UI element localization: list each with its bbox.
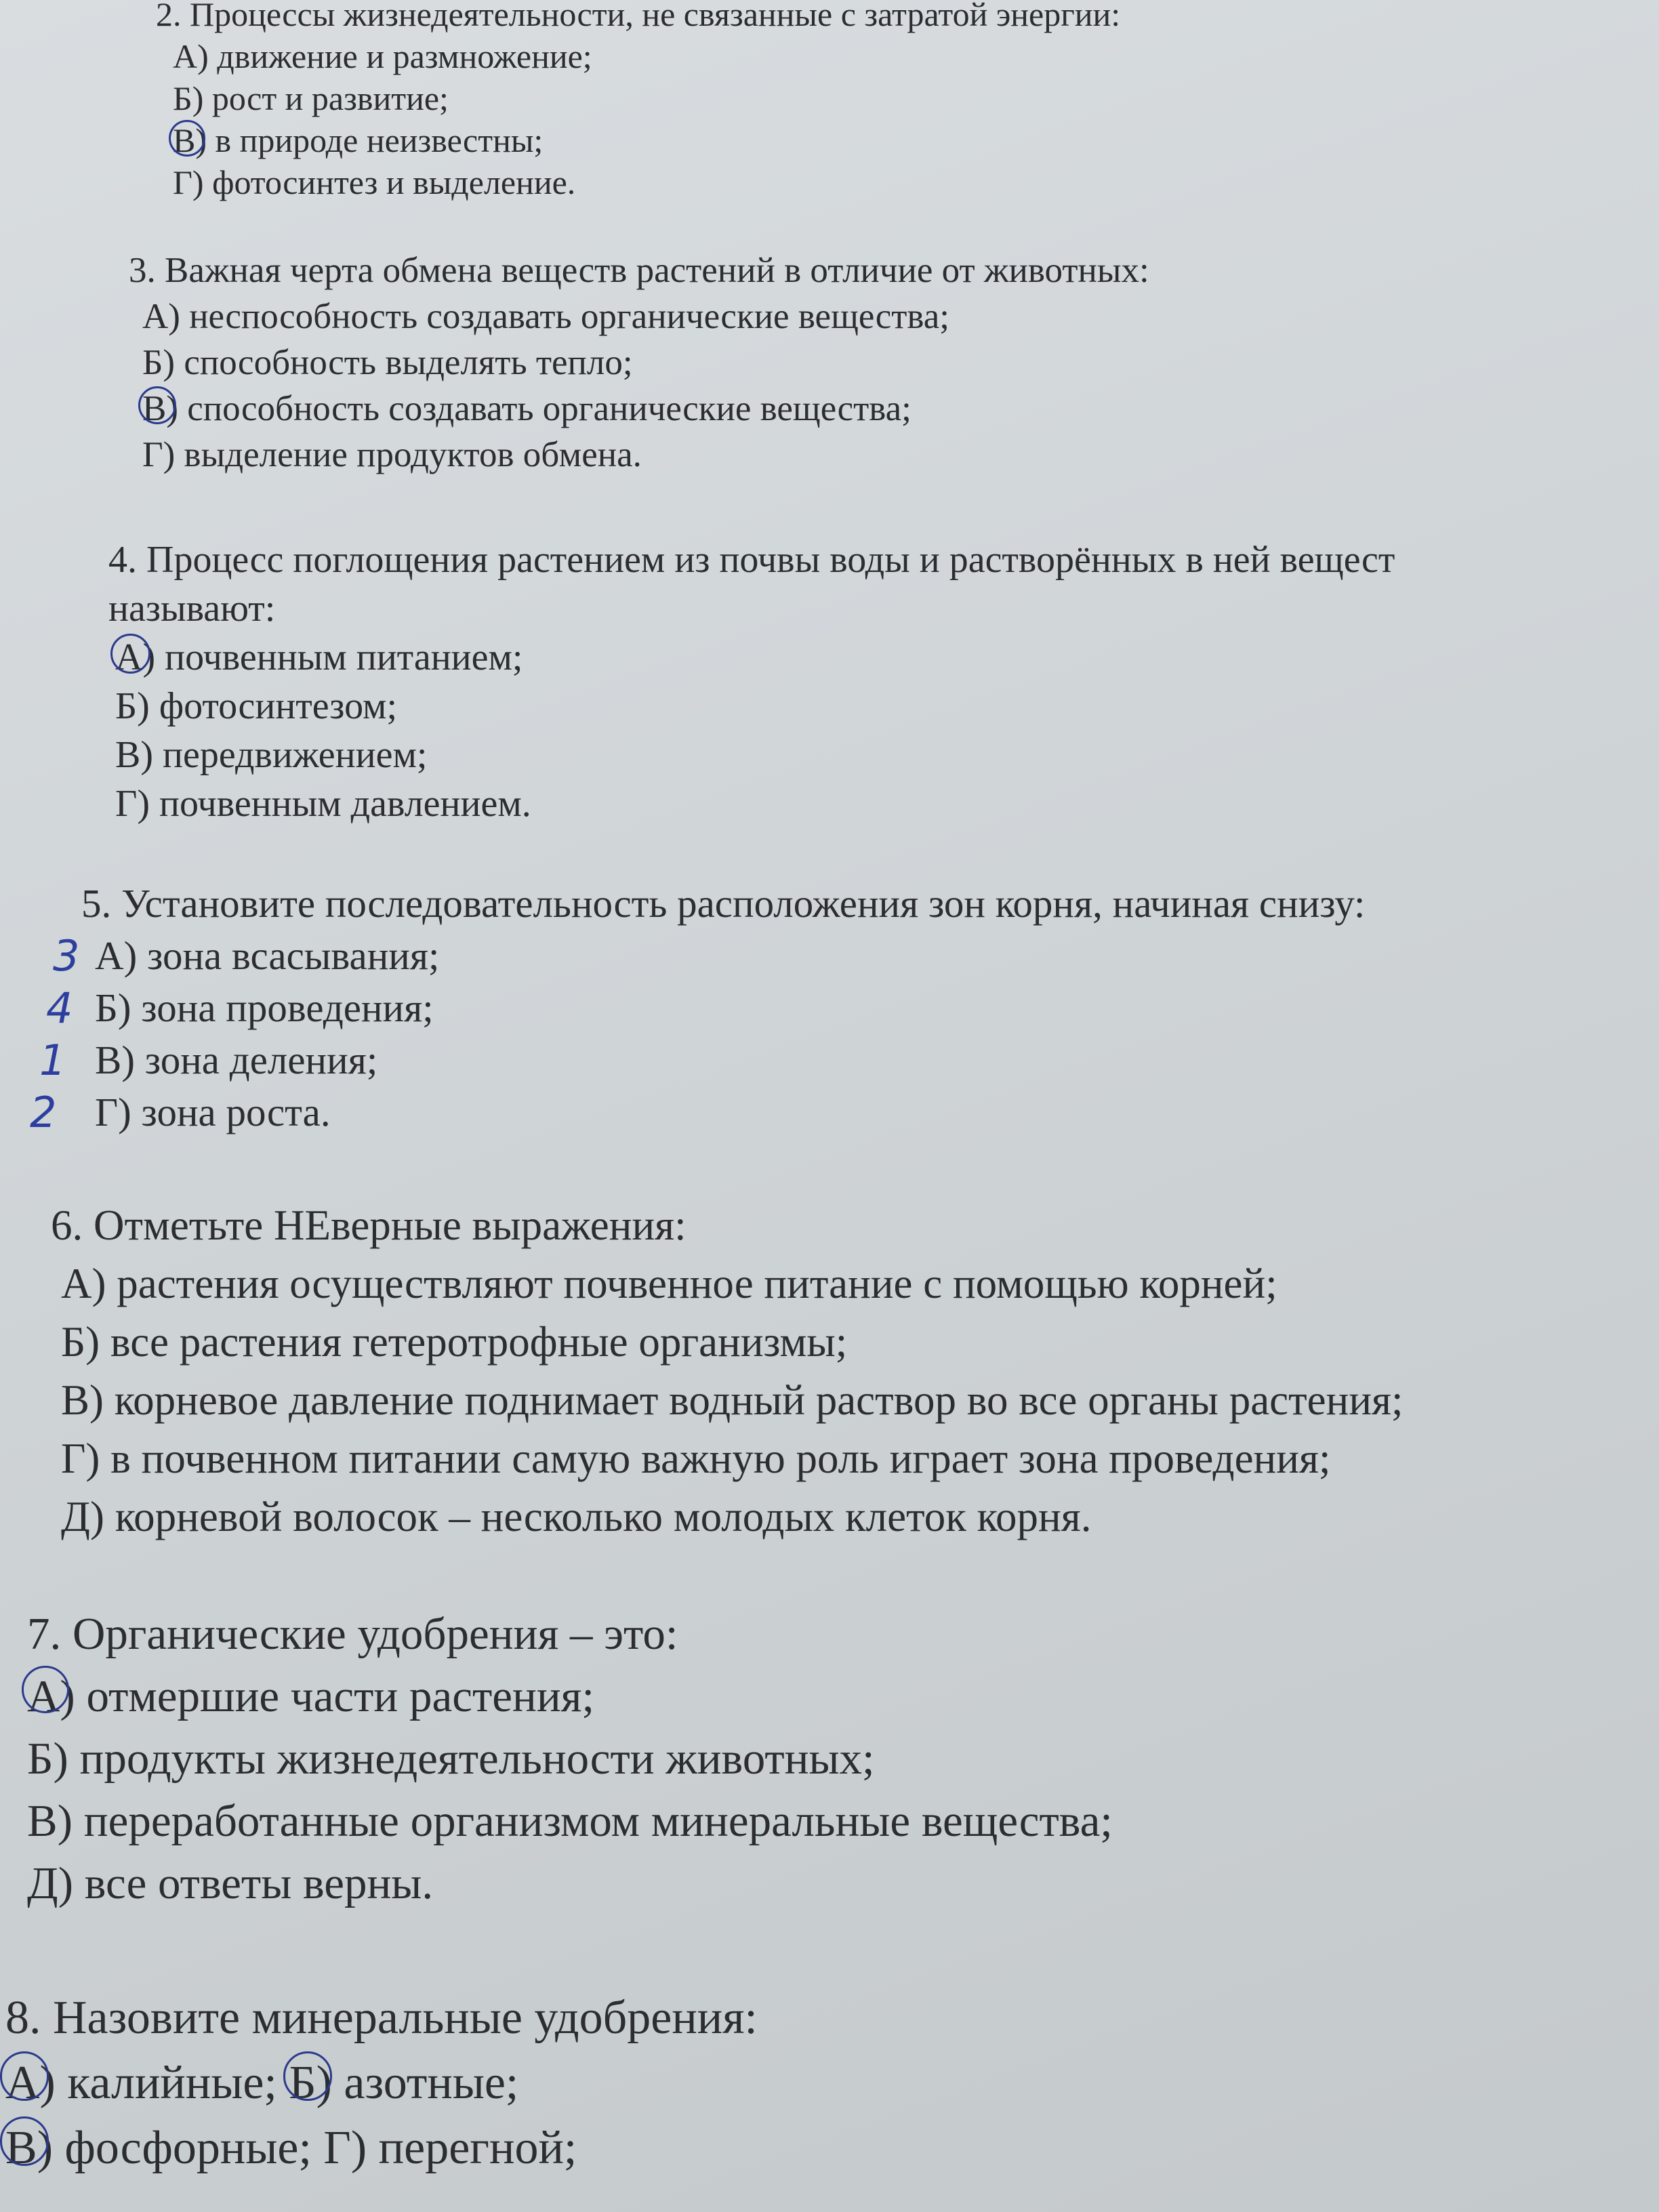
circled-option-letter: В) xyxy=(142,386,178,432)
option-v xyxy=(156,119,1120,161)
handwritten-number: 1 xyxy=(39,1036,66,1085)
option-text: корневое давление поднимает водный раствор во все органы растения; xyxy=(104,1376,1404,1424)
option-text: продукты жизнедеятельности животных; xyxy=(68,1734,875,1784)
option-letter: А) xyxy=(142,297,180,336)
option-letter: А) xyxy=(173,37,209,75)
option-g xyxy=(108,779,1395,828)
option-text: фосфорные; xyxy=(53,2122,324,2174)
question-2-title: 2. Процессы жизнедеятельности, не связанные с затратой энергии: xyxy=(156,0,1121,33)
option-b xyxy=(27,1727,1113,1790)
option-b xyxy=(51,1313,1404,1371)
option-text: переработанные организмом минеральные вещества; xyxy=(73,1796,1113,1846)
question-5 xyxy=(30,878,1366,1139)
question-4-title: 4. Процесс поглощения растением из почвы воды и растворённых в ней вещест xyxy=(108,539,1395,581)
option-letter: Б) xyxy=(61,1318,100,1366)
option-text: все растения гетеротрофные организмы; xyxy=(100,1318,848,1366)
option-letter: Б) xyxy=(115,685,150,727)
option-a xyxy=(156,35,1120,77)
question-8 xyxy=(5,1986,758,2181)
option-b xyxy=(46,982,1365,1034)
option-text: калийные; xyxy=(55,2057,289,2109)
question-4 xyxy=(108,535,1395,828)
question-6 xyxy=(51,1196,1404,1546)
option-v xyxy=(129,386,1149,432)
option-text: азотные; xyxy=(331,2057,519,2109)
circled-option-letter: А) xyxy=(5,2051,56,2116)
option-letter: Г) xyxy=(323,2122,367,2174)
option-v xyxy=(39,1034,1365,1086)
option-text: почвенным давлением. xyxy=(150,783,531,825)
question-2 xyxy=(156,0,1120,203)
option-b xyxy=(156,77,1120,119)
option-text: способность выделять тепло; xyxy=(175,343,633,382)
option-text: выделение продуктов обмена. xyxy=(175,435,642,474)
option-b xyxy=(108,682,1395,731)
option-letter: Б) xyxy=(173,79,204,117)
option-letter: Б) xyxy=(95,985,131,1030)
option-letter: Г) xyxy=(115,783,150,825)
option-letter: Г) xyxy=(95,1090,131,1134)
option-b xyxy=(129,340,1149,386)
circled-option-letter: Б) xyxy=(289,2051,332,2116)
question-7-title: 7. Органические удобрения – это: xyxy=(27,1609,678,1659)
option-text: в природе неизвестны; xyxy=(207,121,544,159)
option-a xyxy=(129,293,1149,340)
option-text: корневой волосок – несколько молодых клеток корня. xyxy=(104,1493,1092,1540)
option-letter: А) xyxy=(95,933,138,978)
question-3-title: 3. Важная черта обмена веществ растений в отличие от животных: xyxy=(129,251,1149,290)
option-text: почвенным питанием; xyxy=(155,636,523,678)
option-letter: Б) xyxy=(27,1734,68,1784)
option-a xyxy=(27,1665,1113,1727)
option-letter: В) xyxy=(95,1038,135,1082)
option-letter: Г) xyxy=(142,435,176,474)
option-letter: Г) xyxy=(61,1435,100,1482)
option-d xyxy=(51,1488,1404,1546)
option-letter: В) xyxy=(61,1376,104,1424)
option-v xyxy=(51,1371,1404,1429)
option-letter: В) xyxy=(115,734,153,776)
option-text: передвижением; xyxy=(153,734,428,776)
option-text: растения осуществляют почвенное питание с помощью корней; xyxy=(106,1260,1277,1307)
option-g xyxy=(129,432,1149,478)
circled-option-letter: В) xyxy=(5,2116,53,2181)
option-text: неспособность создавать органические вещества; xyxy=(180,297,949,336)
option-v xyxy=(27,1790,1113,1852)
option-text: зона проведения; xyxy=(131,985,434,1030)
option-text: зона роста. xyxy=(131,1090,331,1134)
option-a xyxy=(51,1254,1404,1313)
option-letter: Г) xyxy=(173,163,204,201)
option-g xyxy=(51,1429,1404,1488)
question-3 xyxy=(129,247,1149,478)
option-line-1 xyxy=(5,2051,758,2116)
handwritten-number: 4 xyxy=(46,983,73,1033)
option-letter: Б) xyxy=(142,343,176,382)
option-text: фотосинтезом; xyxy=(149,685,398,727)
option-text: способность создавать органические вещества; xyxy=(178,389,912,428)
option-letter: Д) xyxy=(27,1858,74,1908)
circled-option-letter: В) xyxy=(173,119,207,161)
question-4-title-continuation: называют: xyxy=(108,588,276,630)
option-letter: Д) xyxy=(61,1493,104,1540)
question-8-title: 8. Назовите минеральные удобрения: xyxy=(5,1992,758,2044)
option-text: зона деления; xyxy=(135,1038,378,1082)
option-a xyxy=(53,930,1365,982)
option-text: рост и развитие; xyxy=(203,79,449,117)
option-letter: А) xyxy=(61,1260,106,1307)
question-7 xyxy=(27,1603,1113,1914)
handwritten-number: 3 xyxy=(53,931,80,981)
option-v xyxy=(108,731,1395,779)
option-a xyxy=(108,633,1395,682)
option-g xyxy=(156,161,1120,203)
option-letter: В) xyxy=(27,1796,73,1846)
option-text: фотосинтез и выделение. xyxy=(203,163,576,201)
circled-option-letter: А) xyxy=(115,633,155,682)
circled-option-letter: А) xyxy=(27,1665,75,1727)
option-line-2 xyxy=(5,2116,758,2181)
option-text: в почвенном питании самую важную роль играет зона проведения; xyxy=(100,1435,1331,1482)
option-d xyxy=(27,1852,1113,1914)
option-text: отмершие части растения; xyxy=(75,1671,595,1721)
handwritten-number: 2 xyxy=(30,1088,57,1137)
option-text: все ответы верны. xyxy=(73,1858,434,1908)
question-6-title: 6. Отметьте НЕверные выражения: xyxy=(51,1202,687,1249)
option-text: зона всасывания; xyxy=(137,933,440,978)
option-text: движение и размножение; xyxy=(208,37,592,75)
question-5-title: 5. Установите последовательность расположения зон корня, начиная снизу: xyxy=(81,881,1366,926)
option-text: перегной; xyxy=(367,2122,577,2174)
option-g xyxy=(30,1086,1365,1139)
